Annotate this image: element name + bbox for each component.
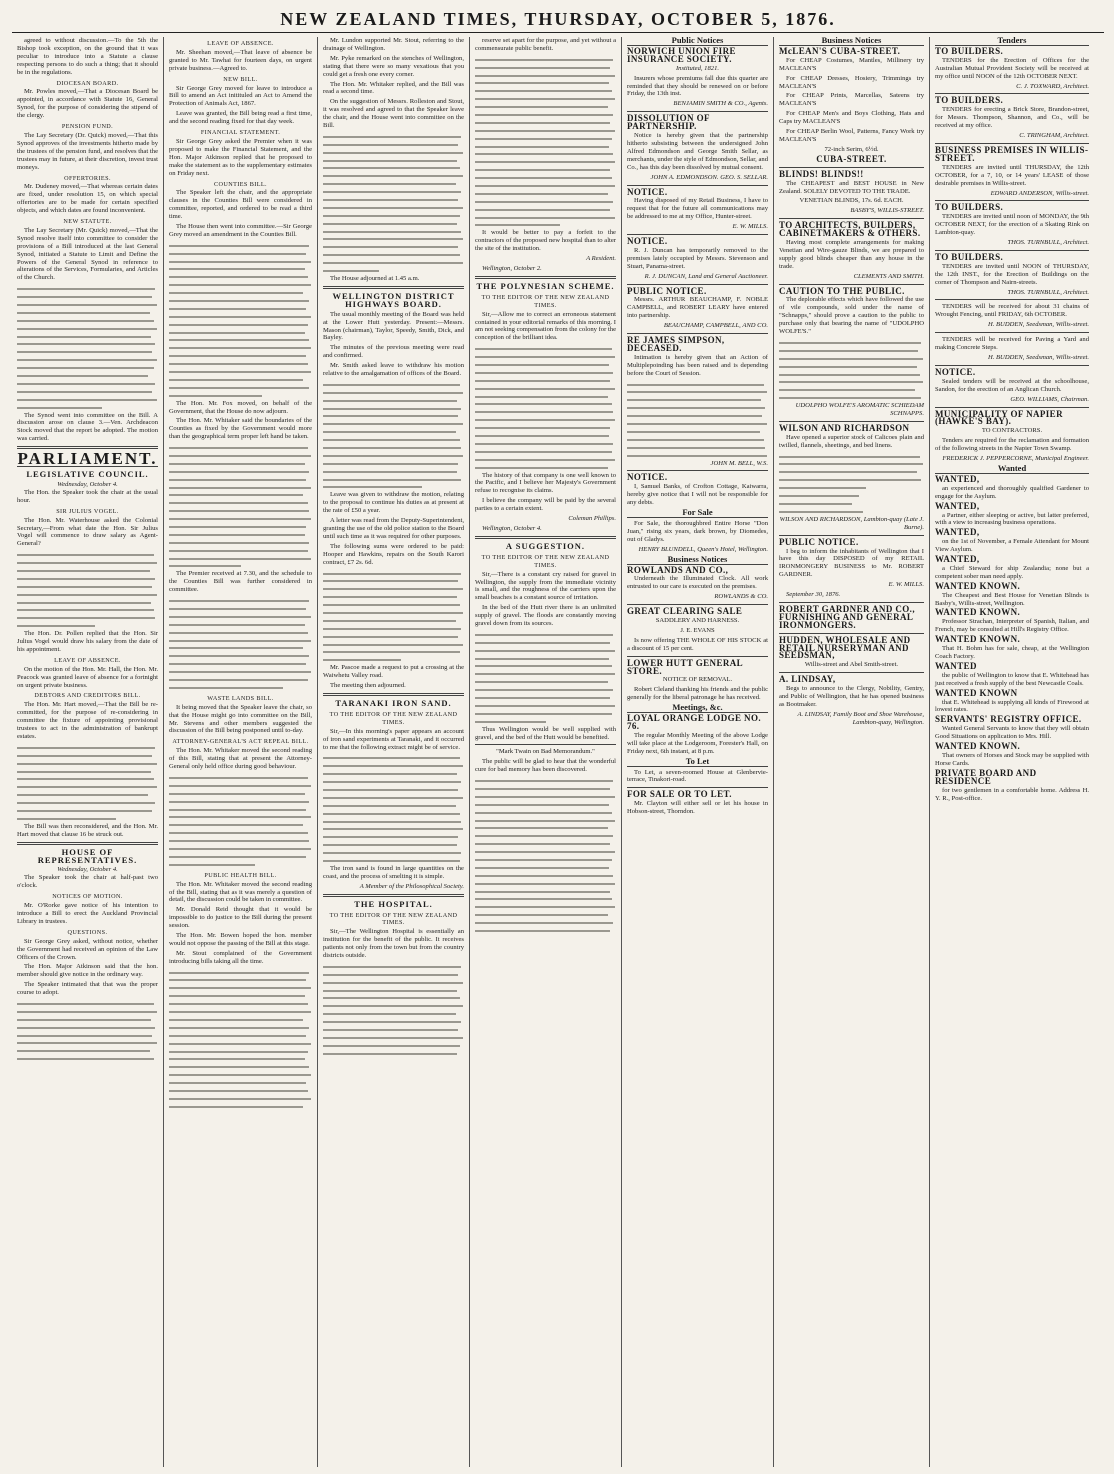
ad-signature: C. TRINGHAM, Architect. xyxy=(1019,132,1089,140)
ad-heading: CAUTION TO THE PUBLIC. xyxy=(779,285,905,296)
paragraph: Leave was granted, the Bill being read a first time, and the second reading fixed for that day week. xyxy=(169,110,312,126)
paragraph: The meeting then adjourned. xyxy=(330,682,406,690)
text-filler xyxy=(475,56,616,230)
paragraph: Mr. Smith asked leave to withdraw his motion relative to the amalgamation of offices of the Board. xyxy=(323,362,464,378)
text-filler xyxy=(169,597,312,692)
paragraph: The Lay Secretary (Mr. Quick) moved,—That the Synod resolve itself into committee to consider the provisions of a Bill introduced at the last General Synod, initiated a Statute to Limit and Define the Powers of the General Synod in reference to alterations of the Services, Formularies, and Articles of the Church. xyxy=(17,226,158,282)
text-filler xyxy=(17,285,158,411)
paragraph: The Synod went into committee on the Bill. A discussion arose on clause 3.—Ven. Archdeacon Stock moved that the report be adopted. The motion was carried. xyxy=(17,411,158,443)
column-6 xyxy=(774,37,930,1467)
ad-body: To Let, a seven-roomed House at Glenbervie-terrace, Tinakori-road. xyxy=(627,768,768,784)
ad-heading: NORWICH UNION FIRE INSURANCE SOCIETY. xyxy=(627,45,736,64)
paragraph: The iron sand is found in large quantities on the coast, and the process of smelting it is simple. xyxy=(323,864,464,880)
paragraph: The Hon. Mr. Whitaker moved the second reading of the Bill, stating that as it was merely a question of detail, the discussion could be taken in committee. xyxy=(169,880,312,904)
section-title-house: HOUSE OF REPRESENTATIVES. xyxy=(37,846,138,865)
ad-heading: McLEAN'S CUBA-STREET. xyxy=(779,45,901,56)
ad-signature: EDWARD ANDERSON, Willis-street. xyxy=(990,189,1089,197)
subheading: SIR JULIUS VOGEL. xyxy=(56,507,119,515)
ad-heading: WANTED KNOWN. xyxy=(935,741,1021,752)
text-filler xyxy=(475,777,616,935)
ad-subheading: SADDLERY AND HARNESS. xyxy=(655,617,740,625)
paragraph: Mr. O'Rorke gave notice of his intention to introduce a Bill to erect the Auckland Provincial Library in trustees. xyxy=(17,902,158,925)
section-title-hospital: THE HOSPITAL. xyxy=(354,898,433,909)
ad-heading: GREAT CLEARING SALE xyxy=(627,606,743,617)
paragraph: A letter was read from the Deputy-Superintendent, granting the use of the old police station to the Board until such time as it was required for other purposes. xyxy=(323,517,464,540)
ad-heading: PUBLIC NOTICE. xyxy=(779,536,859,547)
ad-body: for two gentlemen in a comfortable home. Address H. Y. R., Post-office. xyxy=(935,786,1089,802)
ad-body: TENDERS for the Erection of Offices for the Australian Mutual Provident Society will be received at my office until NOON of the 12th OCTOBER NEXT. xyxy=(935,56,1089,80)
ad-heading: "Mark Twain on Bad Memorandum." xyxy=(496,748,595,756)
ad-subheading: NOTICE OF REMOVAL. xyxy=(662,676,733,684)
ad-body: TENDERS will be received for Paving a Yard and making Concrete Steps. xyxy=(935,336,1089,352)
paragraph: Sir,—There is a constant cry raised for gravel in Wellington, the supply from the immediate vicinity is small, and the roughness of the carriers upon the small beaches is a constant source of irritation. xyxy=(475,570,616,602)
ad-body: Having disposed of my Retail Business, I have to request that for the future all communications may be addressed to me at my Office, Hunter-street. xyxy=(627,197,768,221)
ad-body: Begs to announce to the Clergy, Nobility, Gentry, and Public of Wellington, that he has opened business as Bootmaker. xyxy=(779,685,924,708)
ad-heading: TO BUILDERS. xyxy=(935,202,1004,213)
ad-heading: NOTICE. xyxy=(627,186,668,197)
text-filler xyxy=(169,242,312,400)
ad-body: Tenders are required for the reclamation and formation of the following streets in the Napier Town Swamp. xyxy=(935,437,1089,453)
ad-body: a Chief Steward for ship Zealandia; none but a competent sober man need apply. xyxy=(935,564,1089,580)
paragraph: Mr. Sheehan moved,—That leave of absence be granted to Mr. Tawhai for fourteen days, on urgent private business.—Agreed to. xyxy=(169,48,312,72)
ad-heading: WANTED, xyxy=(935,527,980,538)
paragraph: The following sums were ordered to be paid: Hooper and Hawkins, repairs on the South Karori contract, £7 2s. 6d. xyxy=(323,542,464,566)
paragraph: Mr. Pyke remarked on the stenches of Wellington, stating that there were so many vexatious that you could get a fresh one every corner. xyxy=(323,54,464,78)
ad-heading: WANTED KNOWN. xyxy=(935,634,1021,645)
paragraph: The Hon. the Speaker took the chair at the usual hour. xyxy=(17,488,158,504)
column-1 xyxy=(12,37,164,1467)
text-filler xyxy=(627,381,768,460)
ad-signature: JOHN A. EDMONDSON. GEO. S. SELLAR. xyxy=(650,173,768,181)
subheading: LEAVE OF ABSENCE. xyxy=(207,40,274,47)
ad-heading: TO BUILDERS. xyxy=(935,251,1004,262)
section-title-polynesian: THE POLYNESIAN SCHEME. xyxy=(476,280,615,291)
paragraph: It being moved that the Speaker leave the chair, so that the House might go into committee on the Bill, Mr. Stevens and other members suggested the discussion of the Bill being postponed until to-day. xyxy=(169,703,312,735)
column-heading: To Let xyxy=(627,758,768,767)
ad-subheading: Willis-street and Abel Smith-street. xyxy=(804,661,899,669)
ad-body: The regular Monthly Meeting of the above Lodge will take place at the Lodgeroom, Forester's Hall, on Friday next, 6th instant, at 8 p.m. xyxy=(627,731,768,755)
ad-heading: WANTED KNOWN. xyxy=(935,607,1021,618)
ad-body: Wanted General Servants to know that they will obtain Good Situations on application to Mrs. Hill. xyxy=(935,725,1089,741)
ad-heading: WILSON AND RICHARDSON xyxy=(779,422,910,433)
paragraph: The Hon. Mr. Fox moved, on behalf of the Government, that the House do now adjourn. xyxy=(169,399,312,415)
paragraph: The public will be glad to hear that the wonderful cure for bad memory has been discovered. xyxy=(475,758,616,774)
text-filler xyxy=(17,744,158,823)
paragraph: The history of that company is one well known to the Pacific, and I believe her Majesty's Government refuse to recognise its claims. xyxy=(475,471,616,495)
subheading: NOTICES OF MOTION. xyxy=(52,893,123,901)
ad-body: TENDERS are invited until THURSDAY, the 12th OCTOBER, for a 7, 10, or 14 years' LEASE of those desirable premises in Willis-street. xyxy=(935,163,1089,187)
ad-subheading: TO CONTRACTORS. xyxy=(981,427,1043,435)
paragraph: The Premier received at 7.30, and the schedule to the Counties Bill was further considered in committee. xyxy=(169,570,312,594)
subheading: WASTE LANDS BILL. xyxy=(207,694,274,702)
subheading: PUBLIC HEALTH BILL. xyxy=(204,871,277,879)
ad-body: For CHEAP Costumes, Mantles, Millinery try MACLEAN'S xyxy=(779,56,924,72)
text-filler xyxy=(323,570,464,665)
ad-heading: PRIVATE BOARD AND RESIDENCE xyxy=(935,767,1037,786)
ad-body: TENDERS are invited until noon of MONDAY, the 9th OCTOBER NEXT, for the erection of a Skating Rink on Lambton-quay. xyxy=(935,213,1089,237)
ad-heading: WANTED, xyxy=(935,500,980,511)
ad-signature: CLEMENTS AND SMITH. xyxy=(853,272,924,280)
ad-heading: A. LINDSAY, xyxy=(779,674,836,685)
ad-body: 72-inch Serim, 6½d. xyxy=(824,145,879,153)
ad-heading: WANTED, xyxy=(935,473,980,484)
ad-heading: ROBERT GARDNER AND CO., FURNISHING AND GENERAL IRONMONGERS. xyxy=(779,603,915,630)
paragraph: On the suggestion of Messrs. Rolleston and Stout, it was resolved and agreed to that the Speaker leave the chair, and the House went into committee on the Bill. xyxy=(323,98,464,130)
text-filler xyxy=(17,1000,158,1063)
text-filler xyxy=(323,963,464,1058)
ad-body: I beg to inform the inhabitants of Wellington that I have this day DISPOSED of my RETAIL IRONMONGERY BUSINESS to Mr. ROBERT GARDNER. xyxy=(779,547,924,579)
ad-body: For CHEAP Prints, Marcellas, Sateens try MACLEAN'S xyxy=(779,92,924,108)
ad-signature: THOS. TURNBULL, Architect. xyxy=(1007,239,1089,247)
ad-body: That owners of Horses and Stock may be supplied with Horse Cards. xyxy=(935,751,1089,767)
columns xyxy=(12,37,1104,1467)
ad-signature: THOS. TURNBULL, Architect. xyxy=(1007,288,1089,296)
ad-signature: A. LINDSAY, Family Boot and Shoe Warehouse, Lambton-quay, Wellington. xyxy=(797,710,924,726)
ad-heading: PUBLIC NOTICE. xyxy=(627,285,707,296)
text-filler xyxy=(323,381,464,491)
ad-body: the public of Wellington to know that E. Whitehead has just received a fresh supply of the best Newcastle Coals. xyxy=(935,671,1089,687)
paragraph: The Hon. Mr. Whitaker moved the second reading of this Bill, stating that at present the Attorney-General only held office during good behaviour. xyxy=(169,747,312,771)
paragraph: It would be better to pay a forfeit to the contractors of the proposed new hospital than to alter the site of the institution. xyxy=(475,229,616,253)
ad-body: For CHEAP Dresses, Hosiery, Trimmings try MACLEAN'S xyxy=(779,74,924,90)
paragraph: The Hon. Major Atkinson said that the hon. member should give notice in the ordinary way. xyxy=(17,963,158,979)
signature: A Member of the Philosophical Society. xyxy=(359,882,464,890)
paragraph: On the motion of the Hon. Mr. Hall, the Hon. Mr. Peacock was granted leave of absence for a fortnight on urgent private business. xyxy=(17,665,158,689)
ad-heading: RE JAMES SIMPSON, DECEASED. xyxy=(627,335,725,353)
text-filler xyxy=(779,339,924,402)
paragraph: Mr. Donald Reid thought that it would be impossible to do justice to the Bill during the present session. xyxy=(169,906,312,930)
subheading: NEW STATUTE. xyxy=(63,218,112,226)
ad-body: TENDERS are invited until NOON of THURSDAY, the 12th INST., for the Erection of Buildings on the corner of Thompson and Nairn-streets. xyxy=(935,262,1089,286)
paragraph: The Hon. Mr. Hart moved,—That the Bill be re-committed, for the purpose of re-considering in committee the fixture of appointing provisional trustees to act in the administration of bankrupt estates. xyxy=(17,701,158,740)
ad-heading: HUDDEN, WHOLESALE AND RETAIL NURSERYMAN AND SEEDSMAN, xyxy=(779,634,911,661)
ad-signature: BEAUCHAMP, CAMPBELL, AND CO. xyxy=(663,322,768,330)
dateline: Wednesday, October 4. xyxy=(57,866,118,874)
subheading: TO THE EDITOR OF THE NEW ZEALAND TIMES. xyxy=(329,710,458,726)
ad-body: Mr. Clayton will either sell or let his house in Hobson-street, Thorndon. xyxy=(627,800,768,816)
ad-signature: R. J. DUNCAN, Land and General Auctioneer. xyxy=(644,272,768,280)
ad-body: TENDERS for erecting a Brick Store, Brandon-street, for Messrs. Thompson, Shannon, and Co., will be received at my office. xyxy=(935,106,1089,130)
section-title-highways: WELLINGTON DISTRICT HIGHWAYS BOARD. xyxy=(332,290,455,309)
text-filler xyxy=(779,453,924,516)
ad-signature: FREDERICK J. PEPPERCORNE, Municipal Engineer. xyxy=(942,455,1089,463)
column-heading: Business Notices xyxy=(627,556,768,565)
ad-body: Having most complete arrangements for making Venetian and Wire-gauze Blinds, we are prepared to supply good blinds cheaper than any house in the trade. xyxy=(779,239,924,270)
column-heading: For Sale xyxy=(627,509,768,518)
ad-heading: NOTICE. xyxy=(627,236,668,247)
column-heading: Business Notices xyxy=(779,37,924,46)
column-7 xyxy=(930,37,1094,1467)
ad-signature: BASBY'S, WILLIS-STREET. xyxy=(850,207,924,215)
section-title-iron-sand: TARANAKI IRON SAND. xyxy=(335,698,452,708)
paragraph: Sir,—Allow me to correct an erroneous statement contained in your editorial remarks of this morning. I am not seeking compensation from the colony for the conception of the brilliant idea. xyxy=(475,310,616,342)
signature: Coleman Phillips. xyxy=(568,515,616,523)
paragraph: Thus Wellington would be well supplied with gravel, and the bed of the Hutt would be benefited. xyxy=(475,725,616,741)
paragraph: The Lay Secretary (Dr. Quick) moved,—That this Synod approves of the investments hitherto made by the trustees of the pension fund, and resolves that the trustees may in future, at their discretion, invest trust moneys. xyxy=(17,131,158,171)
paragraph: The House then went into committee.—Sir George Grey moved an amendment in the Counties Bill. xyxy=(169,223,312,238)
ad-heading: TO BUILDERS. xyxy=(935,45,1004,56)
paragraph: The Speaker intimated that that was the proper course to adopt. xyxy=(17,981,158,997)
paragraph: The House adjourned at 1.45 a.m. xyxy=(330,275,420,282)
ad-heading: CUBA-STREET. xyxy=(816,153,887,164)
ad-body: Is now offering THE WHOLE OF HIS STOCK at a discount of 15 per cent. xyxy=(627,636,768,652)
paragraph: The Hon. Mr. Whitaker replied, and the Bill was read a second time. xyxy=(323,80,464,96)
ad-body: Underneath the Illuminated Clock. All work entrusted to our care is executed on the premises. xyxy=(627,575,768,591)
text-filler xyxy=(475,631,616,726)
ad-date: September 30, 1876. xyxy=(786,591,841,599)
text-filler xyxy=(169,444,312,570)
ad-heading: SERVANTS' REGISTRY OFFICE. xyxy=(935,714,1082,725)
ad-heading: MUNICIPALITY OF NAPIER (HAWKE'S BAY). xyxy=(935,408,1063,427)
ad-heading: BLINDS! BLINDS!! xyxy=(779,168,864,179)
ad-body: For CHEAP Men's and Boys Clothing, Hats and Caps try MACLEAN'S xyxy=(779,110,924,126)
subheading: DEBTORS AND CREDITORS BILL. xyxy=(34,692,141,700)
ad-heading: FOR SALE OR TO LET. xyxy=(627,789,732,800)
ad-heading: WANTED KNOWN xyxy=(935,687,1018,698)
paragraph: The Hon. Dr. Pollen replied that the Hon. Sir Julius Vogel would draw his salary from the date of his appointment. xyxy=(17,630,158,653)
ad-body: a Partner, either sleeping or active, but latter preferred, with a view to increasing business operations. xyxy=(935,511,1089,527)
ad-body: Messrs. ARTHUR BEAUCHAMP, F. NOBLE CAMPBELL, and ROBERT LEARY have entered into partnership. xyxy=(627,296,768,320)
subheading: QUESTIONS. xyxy=(67,928,108,936)
paragraph: Leave was given to withdraw the motion, relating to the proposal to continue his duties as at present at the rate of £50 a year. xyxy=(323,491,464,515)
dateline: Wednesday, October 4. xyxy=(57,480,118,488)
ad-subheading: Instituted, 1821. xyxy=(675,64,720,72)
paragraph: agreed to without discussion.—To the 5th the Bishop took exception, on the ground that it was peculiar to introduce into a Statute a clause respecting persons to do such a thing; that it should be in the regulations. xyxy=(17,37,158,76)
masthead xyxy=(12,6,1104,33)
ad-heading: WANTED KNOWN. xyxy=(935,580,1021,591)
paragraph: Mr. Stout complained of the Government introducing bills taking all the time. xyxy=(169,949,312,965)
ad-body: For Sale, the thoroughbred Entire Horse "Don Juan," rising six years, dark brown, by Diomedes, out of Gladys. xyxy=(627,519,768,543)
dateline: Wellington, October 4. xyxy=(482,524,542,532)
text-filler xyxy=(323,133,464,275)
paragraph: Sir George Grey asked the Premier when it was proposed to make the Financial Statement, and the Hon. Major Atkinson replied that he proposed to make the statement as to the supplementary estimates on Friday next. xyxy=(169,137,312,177)
ad-signature: BENJAMIN SMITH & CO., Agents. xyxy=(673,100,768,108)
paragraph: I believe the company will be paid by the several parties to a certain extent. xyxy=(475,497,616,513)
column-heading: Public Notices xyxy=(627,37,768,46)
ad-signature: HENRY BLUNDELL, Queen's Hotel, Wellington. xyxy=(638,545,768,553)
paragraph: reserve set apart for the purpose, and yet without a commensurate public benefit. xyxy=(475,37,616,52)
paragraph: The Bill was then reconsidered, and the Hon. Mr. Hart moved that clause 16 be struck out. xyxy=(17,822,158,838)
ad-body: R. J. Duncan has temporarily removed to the premises lately occupied by Messrs. Stevenson and Stuart, Panama-street. xyxy=(627,246,768,270)
paragraph: The minutes of the previous meeting were read and confirmed. xyxy=(323,344,464,360)
paragraph: The Hon. Mr. Bowen hoped the hon. member would not oppose the passing of the Bill at this stage. xyxy=(169,932,312,947)
ad-body: The deplorable effects which have followed the use of vile compounds, sold under the name of "Schnapps," should prove a caution to the public to purchase only that bearing the name of "UDOLPHO WOLFE'S." xyxy=(779,296,924,336)
ad-heading: WANTED xyxy=(935,660,977,671)
column-5 xyxy=(622,37,774,1467)
column-2 xyxy=(164,37,318,1467)
masthead-title: NEW ZEALAND TIMES, THURSDAY, OCTOBER 5, 1876. xyxy=(280,8,836,29)
ad-body: Robert Cleland thanking his friends and the public generally for the liberal patronage he has received. xyxy=(627,686,768,702)
paragraph: Sir,—The Wellington Hospital is essentially an institution for the benefit of the public. It receives patients not only from the town but from the country districts outside. xyxy=(323,928,464,960)
ad-heading: NOTICE. xyxy=(627,472,668,483)
ad-body: that E. Whitehead is supplying all kinds of Firewood at lowest rates. xyxy=(935,698,1089,714)
ad-heading: ROWLANDS AND CO., xyxy=(627,564,729,575)
text-filler xyxy=(169,969,312,1111)
ad-heading: WANTED, xyxy=(935,554,980,565)
ad-signature: C. J. TOXWARD, Architect. xyxy=(1016,82,1089,90)
ad-body: For CHEAP Berlin Wool, Patterns, Fancy Work try MACLEAN'S xyxy=(779,128,924,143)
ad-body: TENDERS will be received for about 31 chains of Wrought Fencing, until FRIDAY, 6th OCTOBER. xyxy=(935,303,1089,319)
ad-heading: LOYAL ORANGE LODGE NO. 76. xyxy=(627,713,761,731)
ad-signature: H. BUDDEN, Seedsman, Willis-street. xyxy=(987,321,1089,329)
paragraph: The Hon. Mr. Whitaker said the boundaries of the Counties as fixed by the Government would more than the geographical term proper left hand be taken. xyxy=(169,417,312,441)
ad-signature: E. W. MILLS. xyxy=(732,223,768,231)
ad-body: Notice is hereby given that the partnership hitherto subsisting between the undersigned John Alfred Edmondson and George Smith Sellar, as merchants, under the style of Edmondson, Sellar, and Co., has this day been dissolved by mutual consent. xyxy=(627,132,768,171)
ad-body: The Cheapest and Best House for Venetian Blinds is Basby's, Willis-street, Wellington. xyxy=(935,591,1089,607)
section-title-parliament: PARLIAMENT. xyxy=(17,449,158,469)
subheading: TO THE EDITOR OF THE NEW ZEALAND TIMES. xyxy=(481,293,610,309)
paragraph: Mr. Pascoe made a request to put a crossing at the Waiwhetu Valley road. xyxy=(323,664,464,680)
ad-signature: H. BUDDEN, Seedsman, Willis-street. xyxy=(987,354,1089,361)
ad-body: The CHEAPEST and BEST HOUSE in New Zealand. SOLELY DEVOTED TO THE TRADE. xyxy=(779,179,924,195)
subheading: TO THE EDITOR OF THE NEW ZEALAND TIMES. xyxy=(329,911,458,927)
paragraph: The usual monthly meeting of the Board was held at the Lower Hutt yesterday. Present:—Messrs. Mason (chairman), Taylor, Speedy, Smith, Dick, and Bayley. xyxy=(323,310,464,342)
ad-body: I, Samuel Banks, of Crofton Cottage, Kaiwarra, hereby give notice that I will not be responsible for any debts. xyxy=(627,483,768,507)
ad-signature: WILSON AND RICHARDSON, Lambton-quay (Late J. Burne). xyxy=(779,515,924,531)
paragraph: In the bed of the Hutt river there is an unlimited supply of gravel. The floods are constantly moving gravel down from its sources. xyxy=(475,604,616,628)
section-title-suggestion: A SUGGESTION. xyxy=(505,540,586,551)
ad-subheading: VENETIAN BLINDS, 17s. 6d. EACH. xyxy=(799,197,904,205)
column-heading: Tenders xyxy=(935,37,1089,46)
text-filler xyxy=(475,345,616,471)
ad-body: Intimation is hereby given that an Action of Multiplepoinding has been raised and is depending before the Court of Session. xyxy=(627,353,768,377)
ad-signature: E. W. MILLS. xyxy=(888,581,924,589)
paragraph: Sir George Grey asked, without notice, whether the Government had received an opinion of the Law Officers of the Crown. xyxy=(17,937,158,961)
ad-signature: GEO. WILLIAMS, Chairman. xyxy=(1010,395,1089,403)
ad-signature: UDOLPHO WOLFE'S AROMATIC SCHIEDAM SCHNAPPS. xyxy=(795,402,924,418)
subheading: OFFERTORIES. xyxy=(64,174,111,182)
subheading: TO THE EDITOR OF THE NEW ZEALAND TIMES. xyxy=(481,553,610,569)
column-4 xyxy=(470,37,622,1467)
paragraph: Mr. Powles moved,—That a Diocesan Board be appointed, in accordance with Statute 16, General Synod, for the purpose of considering the stipend of the clergy. xyxy=(17,88,158,120)
dateline: Wellington, October 2. xyxy=(482,265,542,273)
ad-body: on the 1st of November, a Female Attendant for Mount View Asylum. xyxy=(935,538,1089,554)
paragraph: The Speaker left the chair, and the appropriate clauses in the Counties Bill were considered in committee, reported, and ordered to be read a third time. xyxy=(169,189,312,221)
ad-body: Sealed tenders will be received at the schoolhouse, Sandon, for the erection of an Anglican Church. xyxy=(935,377,1089,393)
subheading: ATTORNEY-GENERAL'S ACT REPEAL BILL. xyxy=(172,738,309,746)
subheading: LEAVE OF ABSENCE. xyxy=(54,656,121,664)
subheading: COUNTIES BILL. xyxy=(213,180,268,188)
ad-signature: JOHN M. BELL, W.S. xyxy=(710,459,768,467)
subheading: FINANCIAL STATEMENT. xyxy=(200,129,281,137)
ad-body: That H. Bohm has for sale, cheap, at the Wellington Coach Factory. xyxy=(935,645,1089,660)
ad-subheading: J. E. EVANS xyxy=(680,626,715,634)
column-heading: Meetings, &c. xyxy=(627,704,768,713)
ad-heading: LOWER HUTT GENERAL STORE. xyxy=(627,657,743,676)
subheading: PENSION FUND. xyxy=(61,123,114,131)
column-heading: Wanted xyxy=(935,465,1089,474)
ad-body: Have opened a superior stock of Calicoes plain and twilled, flannels, sheetings, and bed linens. xyxy=(779,433,924,449)
subheading: NEW BILL. xyxy=(223,75,258,83)
subheading: DIOCESAN BOARD. xyxy=(56,79,119,87)
ad-heading: BUSINESS PREMISES IN WILLIS-STREET. xyxy=(935,144,1089,163)
ad-body: Insurers whose premiums fall due this quarter are reminded that they should be renewed on or before Friday, the 13th inst. xyxy=(627,74,768,98)
paragraph: Mr. Dudeney moved,—That whereas certain dates are fixed, under resolution 15, on which special offertories are to be made for certain specified objects, and which dates are found inconvenient. xyxy=(17,183,158,215)
text-filler xyxy=(323,754,464,864)
ad-heading: DISSOLUTION OF PARTNERSHIP. xyxy=(627,113,710,132)
paragraph: Mr. Lundon supported Mr. Stout, referring to the drainage of Wellington. xyxy=(323,37,464,52)
column-3 xyxy=(318,37,470,1467)
paragraph: The Speaker took the chair at half-past two o'clock. xyxy=(17,874,158,890)
paragraph: The Hon. Mr. Waterhouse asked the Colonial Secretary,—From what date the Hon. Sir Julius Vogel will commence to draw salary as Agent-General? xyxy=(17,516,158,548)
text-filler xyxy=(169,774,312,869)
signature: A Resident. xyxy=(586,255,616,263)
paragraph: Sir George Grey moved for leave to introduce a Bill to amend an Act initituled an Act to Amend the Protection of Animals Act, 1867. xyxy=(169,84,312,108)
ad-signature: ROWLANDS & CO. xyxy=(714,593,768,601)
section-title-council: LEGISLATIVE COUNCIL. xyxy=(26,469,149,480)
ad-heading: TO BUILDERS. xyxy=(935,95,1004,106)
paragraph: Sir,—In this morning's paper appears an account of iron sand experiments at Taranaki, and it occurred to me that the following extract might be of service. xyxy=(323,727,464,751)
ad-heading: TO ARCHITECTS, BUILDERS, CABINETMAKERS & OTHERS. xyxy=(779,220,921,239)
ad-body: Professor Strachan, Interpreter of Spanish, Italian, and French, may be consulted at Hill's Registry Office. xyxy=(935,618,1089,634)
text-filler xyxy=(17,551,158,630)
ad-heading: NOTICE. xyxy=(935,366,976,377)
ad-body: an experienced and thoroughly qualified Gardener to engage for the Asylum. xyxy=(935,484,1089,500)
